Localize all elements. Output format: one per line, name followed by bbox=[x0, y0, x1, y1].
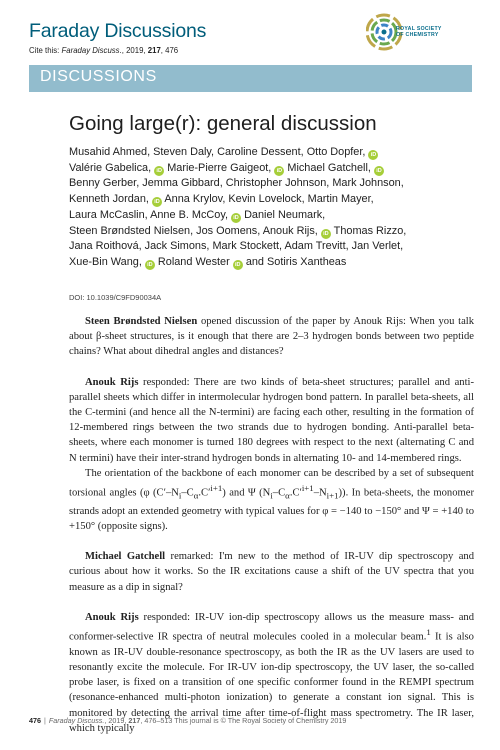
logo-text bbox=[396, 26, 442, 38]
orcid-icon[interactable]: iD bbox=[145, 260, 155, 270]
paragraph-text: responded: IR-UV ion-dip spectroscopy allows us the measure mass- and conformer-selective IR spectra of neutral molecules cooled in a molecular beam. bbox=[69, 611, 474, 643]
banner-label: DISCUSSIONS bbox=[40, 68, 157, 85]
author-line bbox=[69, 192, 473, 208]
page-footer bbox=[29, 716, 472, 725]
journal-name: Faraday Discussions bbox=[29, 20, 207, 42]
discussion-body bbox=[69, 314, 474, 736]
author-names: Jana Roithová, Jack Simons, Mark Stockett, Adam Trevitt, Jan Verlet, bbox=[69, 240, 404, 253]
cite-page: , 476 bbox=[160, 46, 179, 55]
paragraph-text: ) and Ψ (N bbox=[222, 487, 271, 499]
author-line bbox=[69, 145, 473, 161]
subscript: α bbox=[285, 490, 290, 501]
footer-copyright: This journal is © The Royal Society of Chemistry 2019 bbox=[174, 716, 347, 725]
author-names: Steen Brøndsted Nielsen, Jos Oomens, Anouk Rijs, bbox=[69, 224, 318, 237]
author-line bbox=[69, 208, 473, 224]
author-line bbox=[69, 176, 473, 192]
paragraph bbox=[69, 314, 474, 360]
orcid-icon[interactable]: iD bbox=[233, 260, 243, 270]
orcid-icon[interactable]: iD bbox=[374, 166, 384, 176]
section-banner bbox=[29, 65, 472, 92]
paragraph bbox=[69, 375, 474, 466]
footer-separator: | bbox=[44, 716, 46, 725]
author-line bbox=[69, 255, 473, 271]
author-names: and Sotiris Xantheas bbox=[245, 255, 347, 268]
subscript: i+1 bbox=[326, 490, 339, 501]
speaker-name: Anouk Rijs bbox=[85, 611, 139, 623]
subscript: i bbox=[270, 490, 273, 501]
paragraph bbox=[69, 549, 474, 595]
paragraph-text: )). In beta-sheets, the monomer strands adopt an extended geometry with typical values for φ = −140 to −150° and Ψ = +140 to +150° (opposite signs). bbox=[69, 487, 474, 533]
citation-line bbox=[29, 46, 178, 55]
orcid-icon[interactable]: iD bbox=[274, 166, 284, 176]
author-names: Thomas Rizzo, bbox=[333, 224, 407, 237]
subscript: α bbox=[193, 490, 199, 501]
superscript: i+1 bbox=[210, 483, 223, 494]
author-names: Laura McCaslin, Anne B. McCoy, bbox=[69, 208, 228, 221]
orcid-icon[interactable]: iD bbox=[152, 197, 162, 207]
paragraph bbox=[69, 466, 474, 534]
orcid-icon[interactable]: iD bbox=[368, 150, 378, 160]
speaker-name: Anouk Rijs bbox=[85, 376, 139, 388]
reference-link[interactable]: 1 bbox=[426, 627, 431, 638]
author-names: Daniel Neumark, bbox=[244, 208, 326, 221]
speaker-name: Michael Gatchell bbox=[85, 551, 166, 563]
author-line bbox=[69, 239, 473, 255]
footer-journal: Faraday Discuss. bbox=[48, 716, 105, 725]
cite-label: Cite this: bbox=[29, 46, 60, 55]
paragraph-text: –N bbox=[313, 487, 327, 499]
cite-journal: Faraday Discuss. bbox=[61, 46, 122, 55]
author-names: Musahid Ahmed, Steven Daly, Caroline Dessent, Otto Dopfer, bbox=[69, 146, 366, 158]
author-names: Benny Gerber, Jemma Gibbard, Christopher Johnson, Mark Johnson, bbox=[69, 177, 404, 190]
author-names: Valérie Gabelica, bbox=[69, 161, 152, 174]
logo-line-1: ROYAL SOCIETY bbox=[396, 26, 442, 32]
subscript: i bbox=[178, 490, 182, 501]
paragraph-text: responded: There are two kinds of beta-sheet structures; parallel and anti-parallel sheets which differ in intermolecular hydrogen bond pattern. In parallel beta-sheets, all the C-termini (and hence all the N-termini) are facing each other, resulting in the formation of 12-membered rings between the two strands due to hydrogen bonding. Anti-parallel beta-sheets, where each monomer is turned 180 degrees with respect to the next (alternating C and N termini) have their inter-strand hydrogen bonds in alternating 10- and 14-membered rings. bbox=[69, 376, 475, 464]
author-names: Roland Wester bbox=[157, 255, 230, 268]
paragraph-text: .C′ bbox=[289, 487, 302, 499]
author-names: Marie-Pierre Gaigeot, bbox=[167, 161, 272, 174]
footer-pages: , 476–513 bbox=[140, 716, 173, 725]
orcid-icon[interactable]: iD bbox=[154, 166, 164, 176]
author-line bbox=[69, 224, 473, 240]
cite-year: , 2019, bbox=[121, 46, 146, 55]
paragraph-text: –C bbox=[272, 487, 286, 499]
author-list bbox=[69, 145, 473, 271]
article-title: Going large(r): general discussion bbox=[69, 112, 377, 135]
paragraph-text: .C′ bbox=[198, 487, 211, 499]
orcid-icon[interactable]: iD bbox=[321, 229, 331, 239]
paragraph-text: The orientation of the backbone of each monomer can be described by a set of subsequent torsional angles (φ (C′–N bbox=[69, 467, 474, 499]
orcid-icon[interactable]: iD bbox=[231, 213, 241, 223]
speaker-name: Steen Brøndsted Nielsen bbox=[85, 316, 198, 327]
superscript: i+1 bbox=[301, 483, 314, 494]
logo-line-2: OF CHEMISTRY bbox=[396, 32, 439, 38]
page-number: 476 bbox=[29, 716, 41, 725]
paragraph-text: opened discussion of the paper by Anouk Rijs: When you talk about β-sheet structures, is it enough that there are 2–3 hydrogen bonds between two peptide chains? What about dihedral angles and distances? bbox=[69, 316, 475, 358]
author-line bbox=[69, 161, 473, 177]
author-names: Xue-Bin Wang, bbox=[69, 255, 142, 268]
author-names: Anna Krylov, Kevin Lovelock, Martin Mayer, bbox=[164, 193, 374, 206]
doi[interactable]: DOI: 10.1039/C9FD90034A bbox=[69, 293, 162, 302]
author-names: Kenneth Jordan, bbox=[69, 193, 149, 206]
paragraph-text: It is also known as IR-UV double-resonance spectroscopy, as both the IR as the UV lasers are used to resonantly excite the molecule. For IR-UV ion-dip spectroscopy, the UV laser, the so-called probe laser, is fixed on a transition of one specific conformer found in the REMPI spectrum (resonance-enhanced multi-photon ionization) to generate a constant ion signal. This is monitored by detecting the arrival time after time-of-flight mass spectrometry. The IR laser, which typically bbox=[69, 631, 474, 734]
author-names: Michael Gatchell, bbox=[287, 161, 371, 174]
footer-year: , 2019, bbox=[104, 716, 127, 725]
cite-volume: 217 bbox=[147, 46, 161, 55]
footer-volume: 217 bbox=[128, 716, 141, 725]
paragraph-text: –C bbox=[181, 487, 194, 499]
paragraph-text: remarked: I'm new to the method of IR-UV dip spectroscopy and curious about how it works. So the IR excitations cause a shift of the UV spectra that you measure as a dip in signal? bbox=[69, 551, 474, 593]
